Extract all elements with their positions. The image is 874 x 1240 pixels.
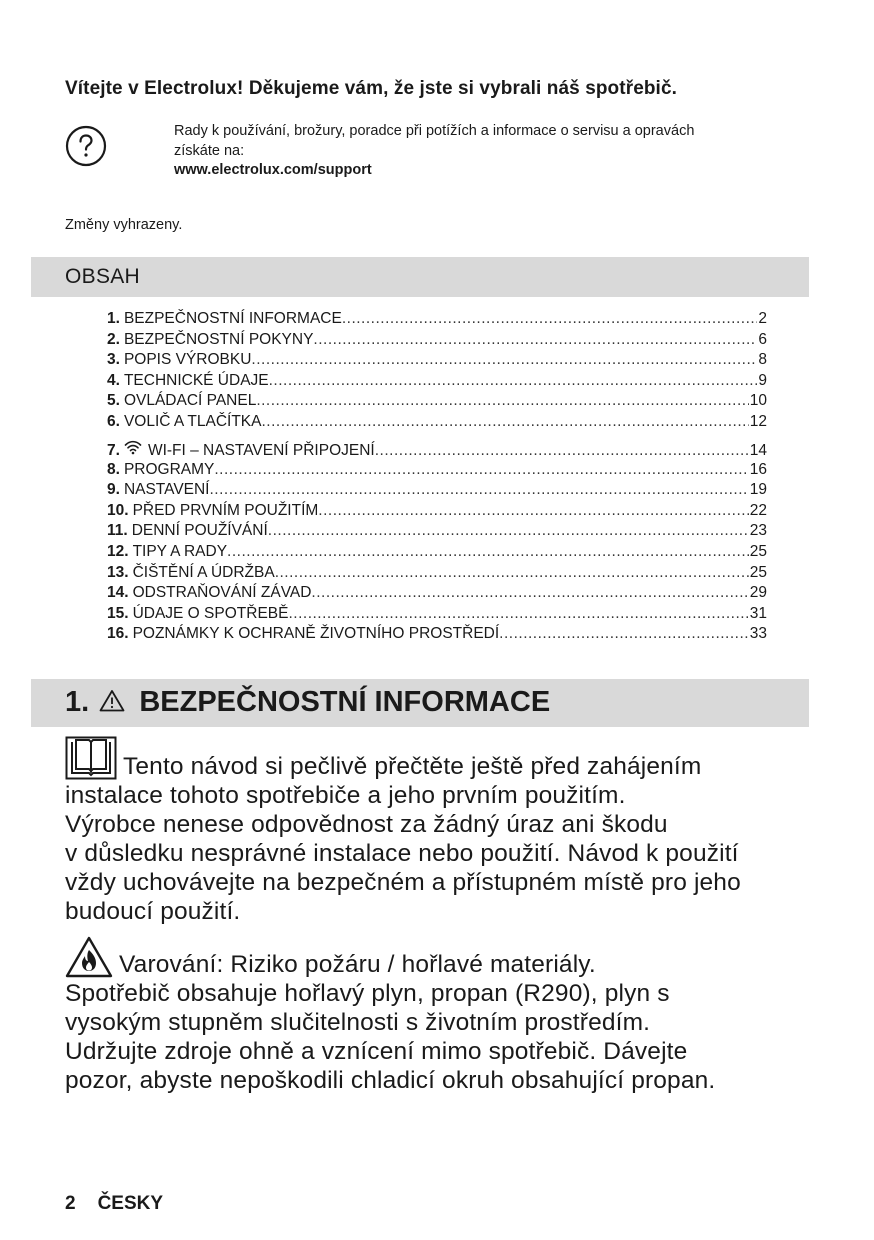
toc-item[interactable]: [107, 480, 767, 501]
toc-dot-leader: [269, 371, 758, 392]
support-link[interactable]: www.electrolux.com/support: [174, 162, 372, 178]
toc-item-label: BEZPEČNOSTNÍ POKYNY: [123, 330, 314, 348]
body-line: Výrobce nenese odpovědnost za žádný úraz ani škodu: [65, 811, 668, 838]
toc-item-label: VOLIČ A TLAČÍTKA: [123, 412, 262, 430]
toc-item-page: 33: [749, 625, 767, 643]
toc-item-label: PROGRAMY: [123, 460, 215, 478]
toc-item-page: 8: [758, 351, 767, 369]
toc-item-page: 2: [758, 310, 767, 327]
body-line: instalace tohoto spotřebiče a jeho prvním použitím.: [65, 782, 626, 809]
toc-item[interactable]: [107, 371, 767, 392]
toc-title: OBSAH: [65, 265, 141, 288]
toc-dot-leader: [318, 501, 748, 522]
toc-item-label: POPIS VÝROBKU: [123, 351, 252, 369]
toc-item[interactable]: [107, 501, 767, 522]
toc-item-label: OVLÁDACÍ PANEL: [123, 392, 257, 410]
toc-item-page: 12: [749, 412, 767, 430]
toc-item-number: 9.: [107, 481, 120, 499]
body-line: vždy uchovávejte na bezpečném a přístupném místě pro jeho: [65, 869, 741, 896]
body-line-text: Varování: Riziko požáru / hořlavé materiály.: [119, 951, 596, 978]
body-line: pozor, abyste nepoškodili chladicí okruh obsahující propan.: [65, 1067, 716, 1094]
toc-item[interactable]: [107, 563, 767, 584]
toc-dot-leader: [262, 412, 749, 433]
toc-item-label: POZNÁMKY K OCHRANĚ ŽIVOTNÍHO PROSTŘEDÍ: [132, 625, 500, 643]
flammable-warning-paragraph: [65, 936, 825, 1095]
toc-dot-leader: [311, 583, 748, 604]
footer-language: ČESKY: [97, 1193, 164, 1214]
body-line: v důsledku nesprávné instalace nebo použití. Návod k použití: [65, 840, 739, 867]
toc-dot-leader: [210, 480, 749, 501]
toc-item-number: 6.: [107, 412, 120, 430]
toc-dot-leader: [227, 542, 749, 563]
toc-item-label: TECHNICKÉ ÚDAJE: [123, 371, 269, 389]
toc-item[interactable]: [107, 391, 767, 412]
toc-item-number: 4.: [107, 371, 120, 389]
toc-item-page: 16: [749, 460, 767, 478]
toc-item[interactable]: [107, 433, 767, 460]
toc-item-number: 1.: [107, 310, 120, 327]
toc-item[interactable]: [107, 624, 767, 645]
toc-dot-leader: [275, 563, 749, 584]
toc-item[interactable]: [107, 521, 767, 542]
page-number: 2: [65, 1193, 76, 1214]
toc-dot-leader: [251, 350, 757, 371]
safety-paragraph: [65, 736, 825, 926]
body-line: Udržujte zdroje ohně a vznícení mimo spotřebič. Dávejte: [65, 1038, 688, 1065]
toc-item-number: 5.: [107, 392, 120, 410]
body-line-text: Tento návod si pečlivě přečtěte ještě před zahájením: [123, 753, 702, 780]
toc-dot-leader: [313, 330, 757, 351]
toc-item-page: 31: [749, 604, 767, 622]
toc-item-label: TIPY A RADY: [132, 542, 228, 560]
section-number: 1.: [65, 686, 90, 718]
toc-item-label: ODSTRAŇOVÁNÍ ZÁVAD: [132, 584, 312, 602]
page-footer: [65, 1193, 163, 1215]
body-line: budoucí použití.: [65, 898, 241, 925]
section-heading: [65, 686, 550, 719]
toc-dot-leader: [214, 460, 748, 481]
toc-dot-leader: [268, 521, 749, 542]
toc-item-label: ÚDAJE O SPOTŘEBĚ: [132, 604, 289, 622]
toc-item-number: 12.: [107, 542, 129, 560]
toc-dot-leader: [342, 309, 758, 330]
toc-item-page: 22: [749, 501, 767, 519]
toc-item-number: 2.: [107, 330, 120, 348]
toc-item[interactable]: [107, 583, 767, 604]
toc-dot-leader: [499, 624, 749, 645]
body-line: vysokým stupněm slučitelnosti s životním prostředím.: [65, 1009, 651, 1036]
toc-item-number: 3.: [107, 351, 120, 369]
toc-item[interactable]: [107, 309, 767, 330]
toc-item-label: ČIŠTĚNÍ A ÚDRŽBA: [132, 563, 275, 581]
toc-item-number: 14.: [107, 584, 129, 602]
toc-item-label: PŘED PRVNÍM POUŽITÍM: [132, 501, 319, 519]
toc-item[interactable]: [107, 330, 767, 351]
toc-item-page: 23: [749, 522, 767, 540]
toc-item-number: 15.: [107, 604, 129, 622]
wifi-icon: [124, 439, 142, 455]
toc-item-label: DENNÍ POUŽÍVÁNÍ: [131, 522, 268, 540]
flammable-warning-icon: [65, 936, 113, 978]
toc-item[interactable]: [107, 542, 767, 563]
toc-header-bar: [31, 257, 809, 297]
table-of-contents: [107, 309, 767, 645]
toc-dot-leader: [288, 604, 748, 625]
toc-item-label: BEZPEČNOSTNÍ INFORMACE: [123, 310, 342, 327]
welcome-heading: Vítejte v Electrolux! Děkujeme vám, že jste si vybrali náš spotřebič.: [65, 78, 677, 99]
toc-item-number: 11.: [107, 522, 128, 540]
toc-item-number: 10.: [107, 501, 129, 519]
toc-item[interactable]: [107, 350, 767, 371]
toc-item-number: 7.: [107, 441, 120, 459]
toc-item[interactable]: [107, 412, 767, 433]
toc-item-page: 6: [758, 330, 767, 348]
support-text-line: získáte na:: [174, 142, 245, 159]
support-info: [174, 122, 814, 181]
question-circle-icon: [65, 125, 107, 167]
body-line: [65, 736, 825, 781]
toc-item[interactable]: [107, 604, 767, 625]
toc-item-number: 16.: [107, 625, 129, 643]
toc-item[interactable]: [107, 460, 767, 481]
toc-item-label: WI-FI – NASTAVENÍ PŘIPOJENÍ: [147, 441, 375, 459]
changes-reserved-note: Změny vyhrazeny.: [65, 217, 183, 233]
toc-item-page: 14: [749, 441, 767, 459]
toc-item-label: NASTAVENÍ: [123, 481, 210, 499]
support-text-line: Rady k používání, brožury, poradce při potížích a informace o servisu a opravách: [174, 123, 695, 139]
warning-triangle-icon: [99, 689, 125, 712]
toc-item-page: 25: [749, 563, 767, 581]
toc-item-page: 29: [749, 584, 767, 602]
toc-item-number: 8.: [107, 460, 120, 478]
toc-item-number: 13.: [107, 563, 129, 581]
body-line: [65, 936, 825, 979]
toc-item-page: 10: [749, 392, 767, 410]
toc-dot-leader: [256, 391, 748, 412]
body-line: Spotřebič obsahuje hořlavý plyn, propan (R290), plyn s: [65, 980, 670, 1007]
toc-item-page: 9: [758, 371, 767, 389]
toc-item-page: 25: [749, 542, 767, 560]
book-icon: [65, 736, 117, 780]
toc-item-page: 19: [749, 481, 767, 499]
section-title: BEZPEČNOSTNÍ INFORMACE: [139, 686, 551, 718]
